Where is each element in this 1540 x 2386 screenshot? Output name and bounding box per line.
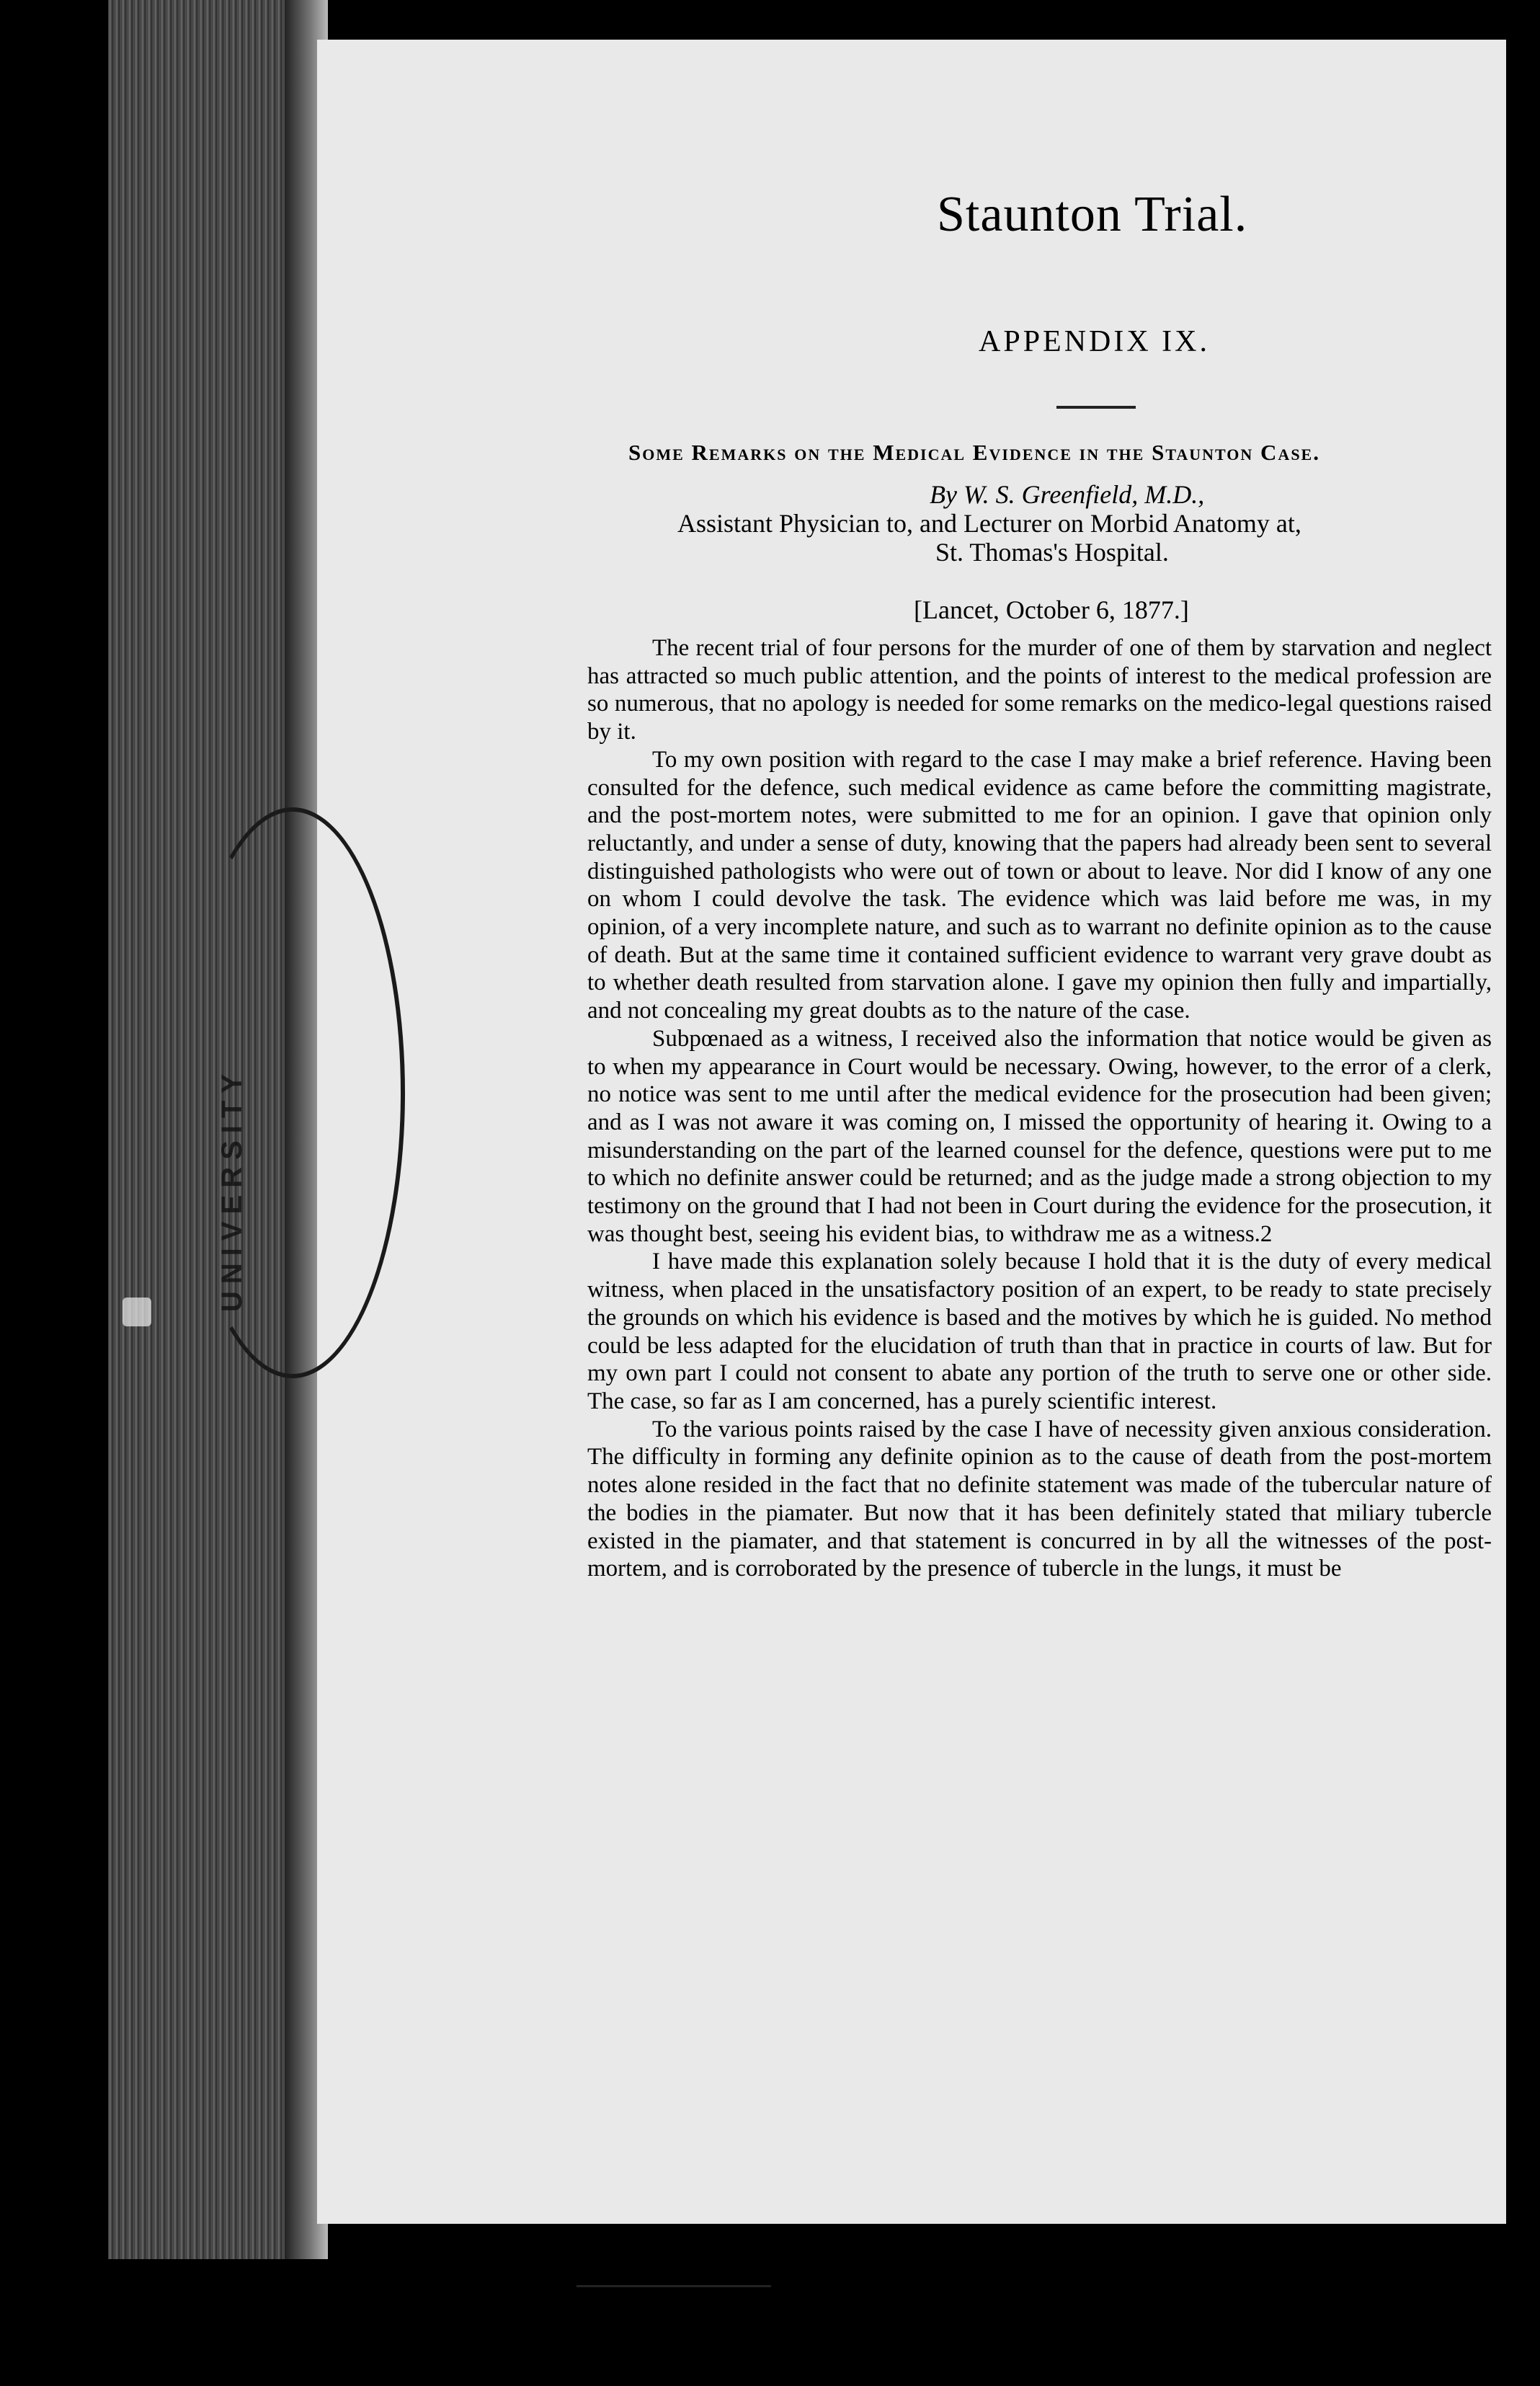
- library-stamp-text: UNIVERSITY: [216, 1066, 248, 1312]
- article-body: [587, 634, 1492, 1583]
- paragraph: Subpœnaed as a witness, I received also the information that notice would be given as to when my appearance in Court would be necessary. Owing, however, to the error of a clerk, no notice was sent to me until after the medical evidence for the prosecution had been given; and as I was not aware it was coming on, I missed the opportunity of hearing it. Owing to a misunderstanding on the part of the learned counsel for the defence, questions were put to me to which no definite answer could be returned; and as the judge made a strong objection to my testimony on the ground that I had not been in Court during the evidence for the prosecution, it was thought best, seeing his evident bias, to withdraw me as a witness.2: [587, 1025, 1492, 1247]
- footnote: 2 See p. 188 supra.: [591, 2314, 734, 2335]
- running-head: Staunton Trial.: [937, 187, 1248, 242]
- affiliation-line-1: Assistant Physician to, and Lecturer on Morbid Anatomy at,: [677, 509, 1301, 538]
- affiliation-line-2: St. Thomas's Hospital.: [935, 538, 1169, 567]
- library-stamp: [180, 807, 405, 1378]
- page-number: 316: [613, 2359, 649, 2385]
- spine-mark: [123, 1298, 151, 1326]
- article-title: Some Remarks on the Medical Evidence in the Staunton Case.: [628, 440, 1320, 465]
- source-citation: [Lancet, October 6, 1877.]: [914, 595, 1189, 624]
- footnote-rule: [577, 2285, 771, 2287]
- paragraph: The recent trial of four persons for the murder of one of them by starvation and neglect has attracted so much public attention, and the points of interest to the medical profession are so numerous, that no apology is needed for some remarks on the medico-legal questions raised by it.: [587, 635, 1492, 745]
- heading-rule: [1056, 406, 1136, 409]
- paragraph: I have made this explanation solely because I hold that it is the duty of every medical witness, when placed in the unsatisfactory position of an expert, to be ready to state precisely the grounds on which his evidence is based and the motives by which he is guided. No method could be less adapted for the elucidation of truth than that in practice in courts of law. But for my own part I could not consent to abate any portion of the truth to serve one or other side. The case, so far as I am concerned, has a purely scientific interest.: [587, 1249, 1492, 1414]
- appendix-heading: APPENDIX IX.: [979, 325, 1210, 358]
- paragraph: To the various points raised by the case I have of necessity given anxious consideration. The difficulty in forming any definite opinion as to the cause of death from the post-mortem notes alone resided in the fact that no definite statement was made of the tubercular nature of the bodies in the piamater. But now that it has been definitely stated that miliary tubercle existed in the piamater, and that statement is concurred in by all the witnesses of the post-mortem, and is corroborated by the presence of tubercle in the lungs, it must be: [587, 1416, 1492, 1582]
- byline: By W. S. Greenfield, M.D.,: [930, 480, 1205, 509]
- paragraph: To my own position with regard to the case I may make a brief reference. Having been consulted for the defence, such medical evidence as came before the committing magistrate, and the post-mortem notes, were submitted to me for an opinion. I gave that opinion only reluctantly, and under a sense of duty, knowing that the papers had already been sent to several distinguished pathologists who were out of town or about to leave. Nor did I know of any one on whom I could devolve the task. The evidence which was laid before me was, in my opinion, of a very incomplete nature, and such as to warrant no definite opinion as to the cause of death. But at the same time it contained sufficient evidence to warrant very grave doubt as to whether death resulted from starvation alone. I gave my opinion then fully and impartially, and not concealing my great doubts as to the nature of the case.: [587, 746, 1492, 1024]
